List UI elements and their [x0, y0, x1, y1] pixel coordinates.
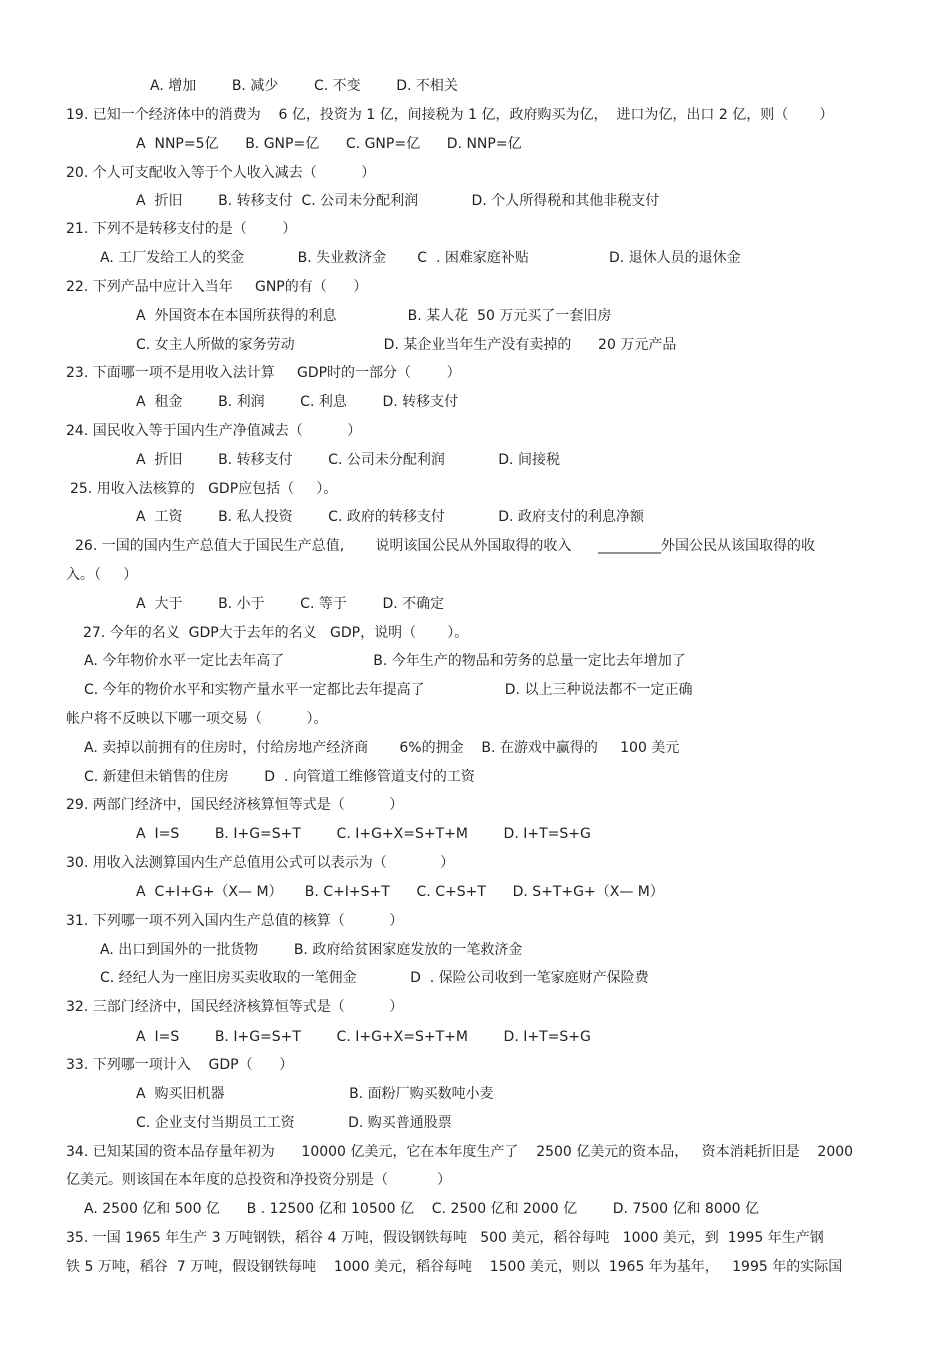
q19-options: A NNP=5亿 B. GNP=亿 C. GNP=亿 D. NNP=亿	[136, 136, 522, 152]
q32-stem: 32. 三部门经济中，国民经济核算恒等式是（ ）	[66, 999, 404, 1015]
q24-stem: 24. 国民收入等于国内生产净值减去（ ）	[66, 423, 362, 439]
q28-options-1: A. 卖掉以前拥有的住房时，付给房地产经济商 6%的拥金 B. 在游戏中赢得的 100 美元	[84, 740, 680, 756]
q31-options-1: A. 出口到国外的一批货物 B. 政府给贫困家庭发放的一笔救济金	[100, 942, 523, 958]
q33-stem: 33. 下列哪一项计入 GDP（ ）	[66, 1057, 294, 1073]
q34-stem-cont: 亿美元。则该国在本年度的总投资和净投资分别是（ ）	[66, 1172, 451, 1188]
q27-options-2: C. 今年的物价水平和实物产量水平一定都比去年提高了 D. 以上三种说法都不一定正确	[84, 682, 693, 698]
q22-options-2: C. 女主人所做的家务劳动 D. 某企业当年生产没有卖掉的 20 万元产品	[136, 337, 677, 353]
q29-stem: 29. 两部门经济中，国民经济核算恒等式是（ ）	[66, 797, 404, 813]
q28-options-2: C. 新建但未销售的住房 D . 向管道工维修管道支付的工资	[84, 769, 475, 785]
q18-options: A. 增加 B. 减少 C. 不变 D. 不相关	[150, 78, 458, 94]
q20-stem: 20. 个人可支配收入等于个人收入减去（ ）	[66, 165, 376, 181]
q22-stem: 22. 下列产品中应计入当年 GNP的有（ ）	[66, 279, 368, 295]
q28-stem: 帐户将不反映以下哪一项交易（ ）。	[66, 711, 328, 727]
q23-stem: 23. 下面哪一项不是用收入法计算 GDP时的一部分（ ）	[66, 365, 461, 381]
q34-stem: 34. 已知某国的资本品存量年初为 10000 亿美元，它在本年度生产了 2500 亿美元的资本品， 资本消耗折旧是 2000	[66, 1144, 854, 1160]
q25-stem: 25. 用收入法核算的 GDP应包括（ ）。	[70, 481, 338, 497]
q26-stem: 26. 一国的国内生产总值大于国民生产总值, 说明该国公民从外国取得的收入 _________外国公民从该国取得的收	[75, 538, 816, 554]
q31-options-2: C. 经纪人为一座旧房买卖收取的一笔佣金 D . 保险公司收到一笔家庭财产保险费	[100, 970, 649, 986]
q32-options: A I=S B. I+G=S+T C. I+G+X=S+T+M D. I+T=S+G	[136, 1029, 591, 1045]
q31-stem: 31. 下列哪一项不列入国内生产总值的核算（ ）	[66, 913, 404, 929]
q20-options: A 折旧 B. 转移支付 C. 公司未分配利润 D. 个人所得税和其他非税支付	[136, 193, 660, 209]
q26-stem-cont: 入。（ ）	[66, 567, 138, 583]
q19-stem: 19. 已知一个经济体中的消费为 6 亿，投资为 1 亿，间接税为 1 亿，政府购买为亿， 进口为亿，出口 2 亿，则（ ）	[66, 107, 834, 123]
q26-options: A 大于 B. 小于 C. 等于 D. 不确定	[136, 596, 445, 612]
q21-stem: 21. 下列不是转移支付的是（ ）	[66, 221, 297, 237]
q35-stem: 35. 一国 1965 年生产 3 万吨钢铁，稻谷 4 万吨，假设钢铁每吨 500 美元，稻谷每吨 1000 美元，到 1995 年生产钢	[66, 1230, 824, 1246]
q27-stem: 27. 今年的名义 GDP大于去年的名义 GDP，说明（ ）。	[83, 625, 469, 641]
q35-stem-cont: 铁 5 万吨，稻谷 7 万吨，假设钢铁每吨 1000 美元，稻谷每吨 1500 美元，则以 1965 年为基年， 1995 年的实际国	[66, 1259, 843, 1275]
q25-options: A 工资 B. 私人投资 C. 政府的转移支付 D. 政府支付的利息净额	[136, 509, 644, 525]
q34-options: A. 2500 亿和 500 亿 B . 12500 亿和 10500 亿 C. 2500 亿和 2000 亿 D. 7500 亿和 8000 亿	[84, 1201, 759, 1217]
q22-options-1: A 外国资本在本国所获得的利息 B. 某人花 50 万元买了一套旧房	[136, 308, 612, 324]
q33-options-2: C. 企业支付当期员工工资 D. 购买普通股票	[136, 1115, 452, 1131]
q27-options-1: A. 今年物价水平一定比去年高了 B. 今年生产的物品和劳务的总量一定比去年增加了	[84, 653, 686, 669]
q24-options: A 折旧 B. 转移支付 C. 公司未分配利润 D. 间接税	[136, 452, 560, 468]
q33-options-1: A 购买旧机器 B. 面粉厂购买数吨小麦	[136, 1086, 494, 1102]
q30-stem: 30. 用收入法测算国内生产总值用公式可以表示为（ ）	[66, 855, 455, 871]
q30-options: A C+I+G+（X— M） B. C+I+S+T C. C+S+T D. S+T+G+（X— M）	[136, 884, 664, 900]
q23-options: A 租金 B. 利润 C. 利息 D. 转移支付	[136, 394, 459, 410]
q21-options: A. 工厂发给工人的奖金 B. 失业救济金 C . 困难家庭补贴 D. 退休人员的退休金	[100, 250, 741, 266]
q29-options: A I=S B. I+G=S+T C. I+G+X=S+T+M D. I+T=S+G	[136, 826, 591, 842]
